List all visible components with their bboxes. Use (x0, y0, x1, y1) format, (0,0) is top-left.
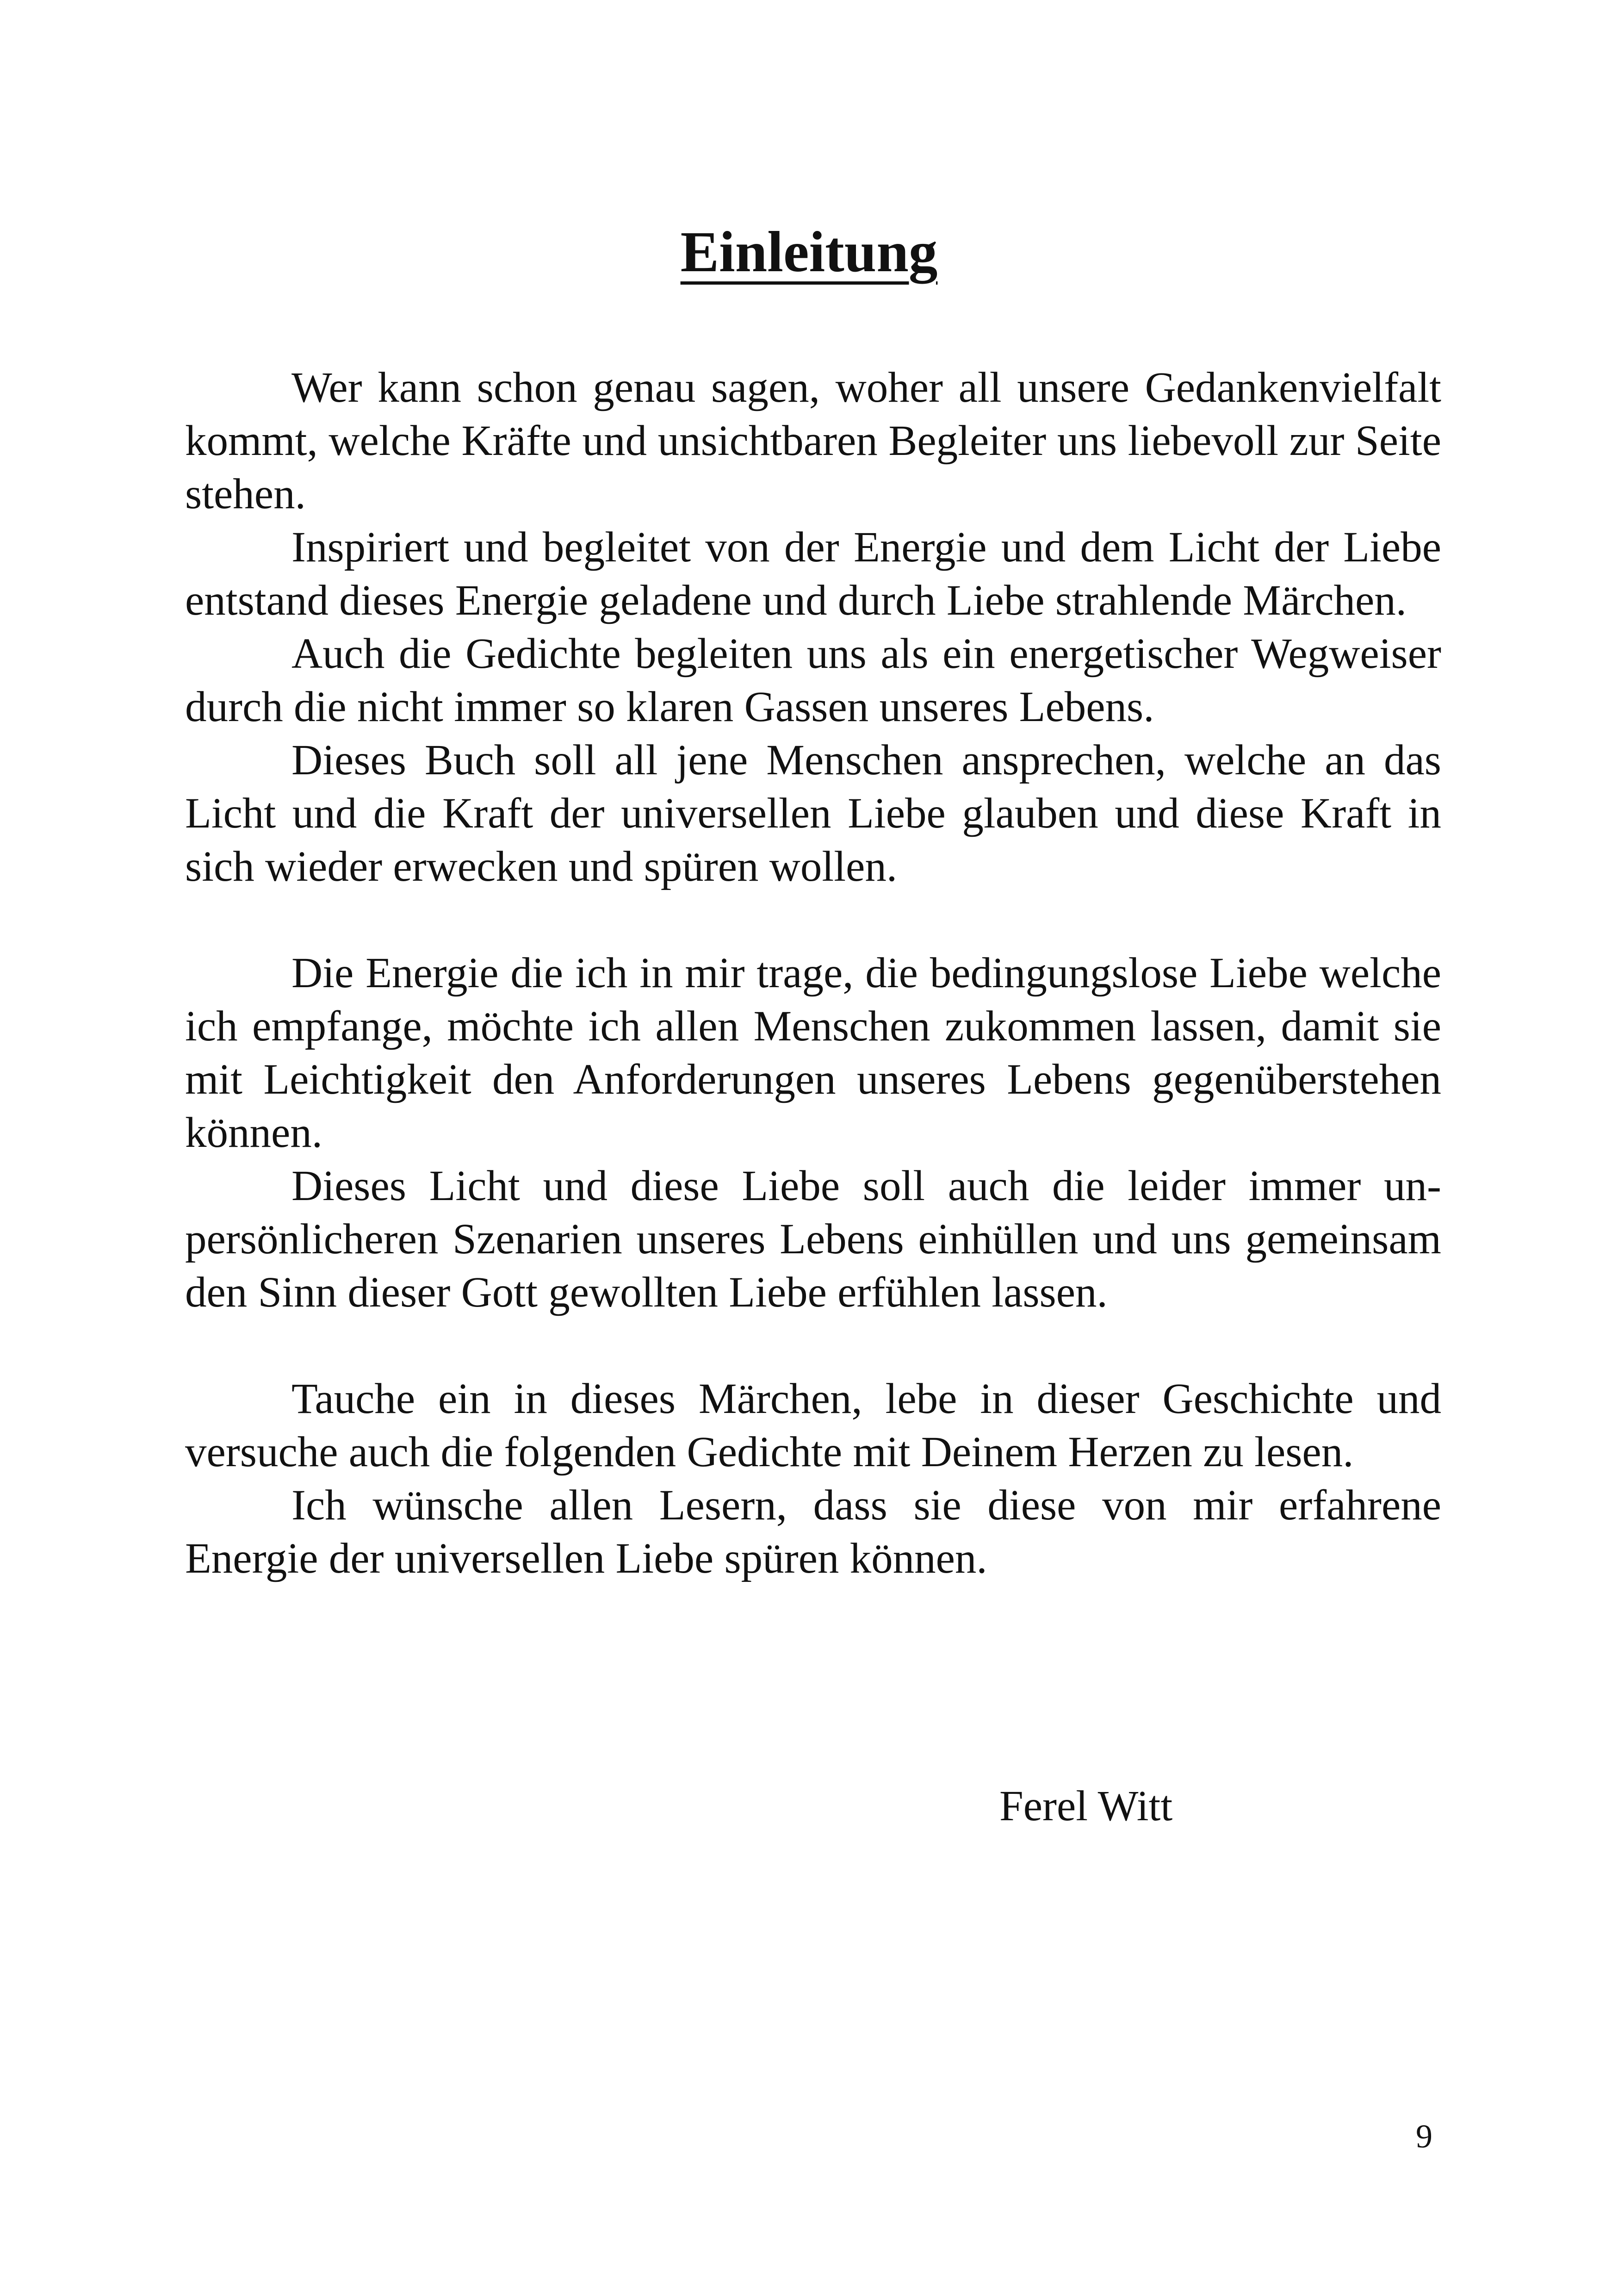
introduction-text (185, 361, 1441, 1585)
paragraph-4: Dieses Buch soll all jene Menschen ansprechen, welche an das Licht und die Kraft der universellen Liebe glauben und diese Kraft in sich wieder erwecken und spüren wollen. (185, 736, 1441, 890)
author-signature: Ferel Witt (999, 1782, 1173, 1830)
paragraph-1: Wer kann schon genau sagen, woher all unsere Gedankenvielfalt kommt, welche Kräfte und unsichtbaren Begleiter uns liebevoll zur Seite stehen. (185, 364, 1441, 518)
page-number: 9 (1416, 2118, 1432, 2155)
paragraph-3: Auch die Gedichte begleiten uns als ein energetischer Wegweiser durch die nicht immer so klaren Gassen unseres Lebens. (185, 630, 1441, 731)
paragraph-8: Ich wünsche allen Lesern, dass sie diese von mir erfahrene Energie der universellen Liebe spüren können. (185, 1481, 1441, 1582)
paragraph-7: Tauche ein in dieses Märchen, lebe in dieser Geschichte und versuche auch die folgenden Gedichte mit Deinem Herzen zu lesen. (185, 1375, 1441, 1476)
paragraph-5: Die Energie die ich in mir trage, die bedingungslose Liebe welche ich empfange, möchte ich allen Menschen zukommen lassen, damit sie mit Leichtigkeit den Anforderungen unseres Lebens gegenüberstehen können. (185, 949, 1441, 1157)
paragraph-6: Dieses Licht und diese Liebe soll auch die leider immer unpersönlicheren Szenarien unseres Lebens einhüllen und uns gemeinsam den Sinn dieser Gott gewollten Liebe erfühlen lassen. (185, 1162, 1441, 1316)
paragraph-2: Inspiriert und begleitet von der Energie und dem Licht der Liebe entstand dieses Energie geladene und durch Liebe strahlende Märchen. (185, 523, 1441, 624)
page-title: Einleitung (680, 220, 938, 284)
